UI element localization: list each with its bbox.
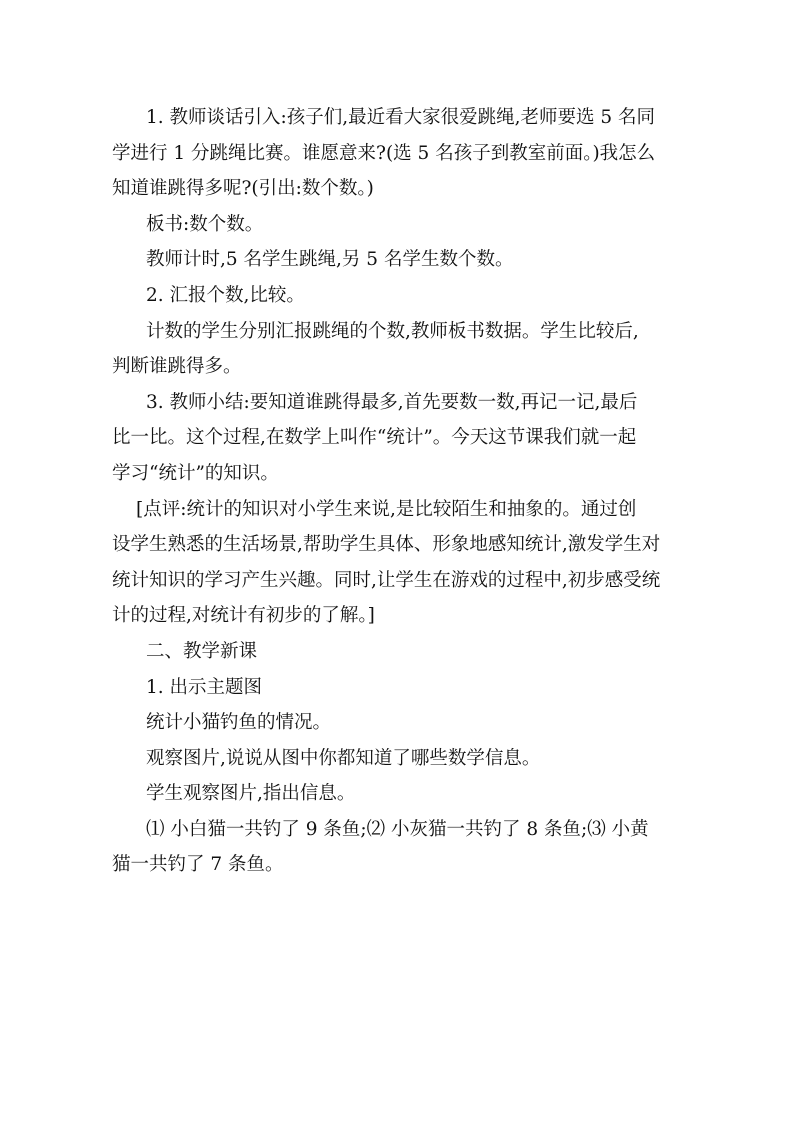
paragraph-comment-line-4: 计的过程,对统计有初步的了解。] [112, 605, 375, 627]
paragraph-report-line-1: 计数的学生分别汇报跳绳的个数,教师板书数据。学生比较后, [146, 320, 639, 342]
paragraph-comment-line-2: 设学生熟悉的生活场景,帮助学生具体、形象地感知统计,激发学生对 [112, 534, 661, 556]
paragraph-timing: 教师计时,5 名学生跳绳,另 5 名学生数个数。 [146, 249, 514, 271]
paragraph-info-line-2: 猫一共钓了 7 条鱼。 [112, 854, 284, 876]
paragraph-intro-line-1: 1. 教师谈话引入:孩子们,最近看大家很爱跳绳,老师要选 5 名同 [146, 107, 656, 128]
paragraph-intro-line-3: 知道谁跳得多呢?(引出:数个数。) [112, 178, 374, 200]
section-heading-new-lesson: 二、教学新课 [146, 640, 258, 662]
paragraph-info-line-1: ⑴ 小白猫一共钓了 9 条鱼;⑵ 小灰猫一共钓了 8 条鱼;⑶ 小黄 [146, 818, 649, 840]
paragraph-report-line-2: 判断谁跳得多。 [112, 356, 242, 378]
paragraph-show-picture: 1. 出示主题图 [146, 676, 263, 698]
paragraph-cat-fishing: 统计小猫钓鱼的情况。 [146, 712, 332, 734]
paragraph-summary-line-3: 学习“统计”的知识。 [112, 462, 279, 484]
document-body [112, 100, 684, 883]
paragraph-board-writing: 板书:数个数。 [146, 213, 264, 235]
paragraph-summary-line-2: 比一比。这个过程,在数学上叫作“统计”。今天这节课我们就一起 [112, 427, 637, 449]
paragraph-summary-line-1: 3. 教师小结:要知道谁跳得最多,首先要数一数,再记一记,最后 [146, 391, 638, 413]
paragraph-intro-line-2: 学进行 1 分跳绳比赛。谁愿意来?(选 5 名孩子到教室前面。)我怎么 [112, 142, 656, 164]
paragraph-comment-line-3: 统计知识的学习产生兴趣。同时,让学生在游戏的过程中,初步感受统 [112, 569, 661, 591]
paragraph-report-heading: 2. 汇报个数,比较。 [146, 284, 305, 306]
paragraph-observe: 观察图片,说说从图中你都知道了哪些数学信息。 [146, 747, 541, 769]
paragraph-comment-line-1: [点评:统计的知识对小学生来说,是比较陌生和抽象的。通过创 [136, 498, 637, 520]
paragraph-students-observe: 学生观察图片,指出信息。 [146, 783, 356, 805]
